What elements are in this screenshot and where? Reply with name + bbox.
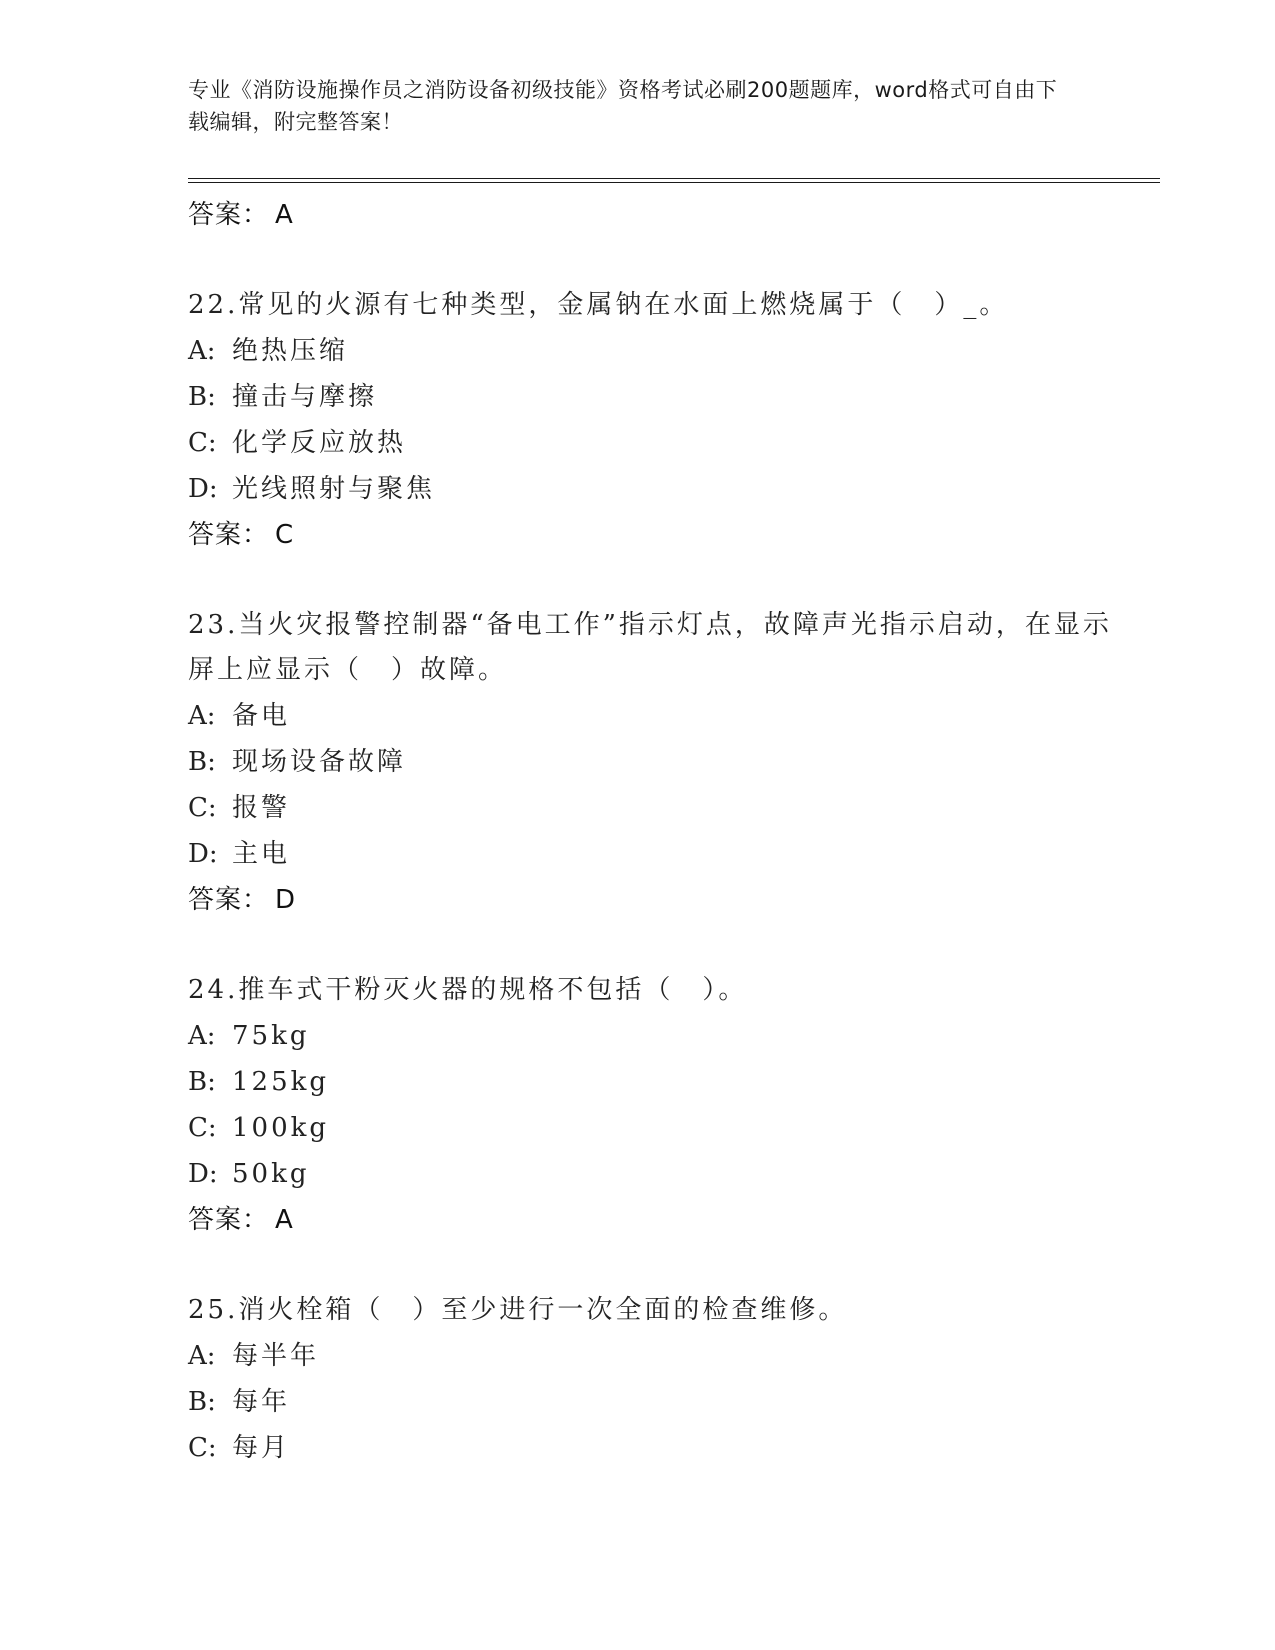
answer-key: A [275, 1205, 294, 1235]
spacer [188, 1243, 1128, 1288]
option-item [188, 374, 1128, 420]
option-text: 50kg [232, 1159, 310, 1189]
option-text: 100kg [232, 1113, 330, 1143]
answer-label: 答案： [188, 1205, 270, 1235]
option-letter: D: [188, 839, 218, 869]
answer-line [188, 1197, 1128, 1243]
option-letter: C: [188, 1433, 217, 1463]
question-text: 25.消火栓箱（ ）至少进行一次全面的检查维修。 [188, 1295, 848, 1325]
answer-line [188, 512, 1128, 558]
option-letter: C: [188, 793, 217, 823]
option-letter: D: [188, 474, 218, 504]
answer-line [188, 192, 1128, 238]
answer-line [188, 877, 1128, 923]
option-item [188, 328, 1128, 374]
option-item [188, 1013, 1128, 1059]
option-letter: A: [188, 701, 216, 731]
option-text: 绝热压缩 [232, 336, 349, 366]
option-text: 化学反应放热 [232, 428, 407, 458]
answer-key: D [275, 885, 297, 915]
spacer [188, 558, 1128, 603]
question-text: 23.当火灾报警控制器“备电工作”指示灯点，故障声光指示启动，在显示屏上应显示（ ）故障。 [188, 610, 1112, 685]
option-letter: B: [188, 382, 216, 412]
option-letter: B: [188, 1387, 216, 1417]
option-letter: A: [188, 1021, 216, 1051]
option-letter: B: [188, 747, 216, 777]
option-item [188, 785, 1128, 831]
question-list [188, 192, 1128, 1471]
option-item [188, 420, 1128, 466]
answer-label: 答案： [188, 885, 270, 915]
option-item [188, 1151, 1128, 1197]
option-letter: C: [188, 1113, 217, 1143]
spacer [188, 923, 1128, 968]
question-text: 24.推车式干粉灭火器的规格不包括（ ）。 [188, 975, 748, 1005]
option-text: 报警 [232, 793, 291, 823]
option-item [188, 1059, 1128, 1105]
option-text: 每半年 [232, 1341, 320, 1371]
option-text: 备电 [232, 701, 291, 731]
question-text: 22.常见的火源有七种类型，金属钠在水面上燃烧属于（ ）_。 [188, 290, 1009, 320]
option-text: 光线照射与聚焦 [232, 474, 436, 504]
option-letter: A: [188, 336, 216, 366]
option-letter: C: [188, 428, 217, 458]
option-item [188, 466, 1128, 512]
option-text: 125kg [232, 1067, 330, 1097]
option-item [188, 831, 1128, 877]
option-text: 每年 [232, 1387, 291, 1417]
option-item [188, 693, 1128, 739]
option-text: 撞击与摩擦 [232, 382, 378, 412]
option-text: 75kg [232, 1021, 310, 1051]
option-item [188, 1333, 1128, 1379]
header-divider-bottom [188, 182, 1160, 183]
option-item [188, 1105, 1128, 1151]
spacer [188, 238, 1128, 283]
document-header: 专业《消防设施操作员之消防设备初级技能》资格考试必刷200题题库，word格式可自由下载编辑，附完整答案！ [188, 78, 1058, 134]
answer-key: A [275, 200, 294, 230]
option-text: 主电 [232, 839, 291, 869]
option-item [188, 1379, 1128, 1425]
option-item [188, 1425, 1128, 1471]
option-letter: A: [188, 1341, 216, 1371]
answer-label: 答案： [188, 200, 270, 230]
option-letter: B: [188, 1067, 216, 1097]
option-text: 现场设备故障 [232, 747, 407, 777]
option-item [188, 739, 1128, 785]
header-divider-top [188, 178, 1160, 179]
answer-key: C [275, 520, 295, 550]
option-text: 每月 [232, 1433, 291, 1463]
option-letter: D: [188, 1159, 218, 1189]
answer-label: 答案： [188, 520, 270, 550]
